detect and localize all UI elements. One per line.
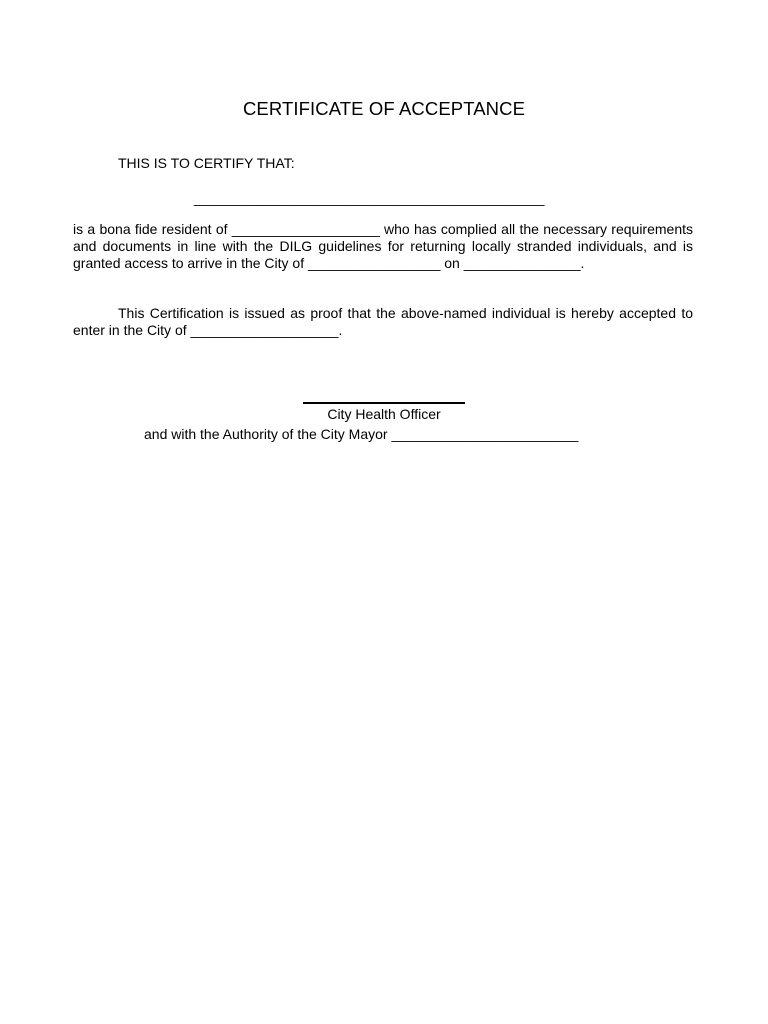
signature-line	[303, 402, 465, 404]
name-blank-line: _____________________________________________	[194, 190, 545, 206]
certify-statement: THIS IS TO CERTIFY THAT:	[118, 155, 295, 171]
signatory-title: City Health Officer	[327, 406, 441, 422]
residency-paragraph: is a bona fide resident of ___________________ who has complied all the necessary requirements and documents in line with the DILG guidelines for returning locally stranded individuals, and is granted access to arrive in the City of _________________ on _______________.	[73, 221, 693, 271]
certificate-title: CERTIFICATE OF ACCEPTANCE	[242, 98, 526, 119]
mayor-authority-line: and with the Authority of the City Mayor ________________________	[144, 426, 579, 442]
certification-paragraph: This Certification is issued as proof that the above-named individual is hereby accepted to enter in the City of ___________________.	[73, 305, 693, 338]
